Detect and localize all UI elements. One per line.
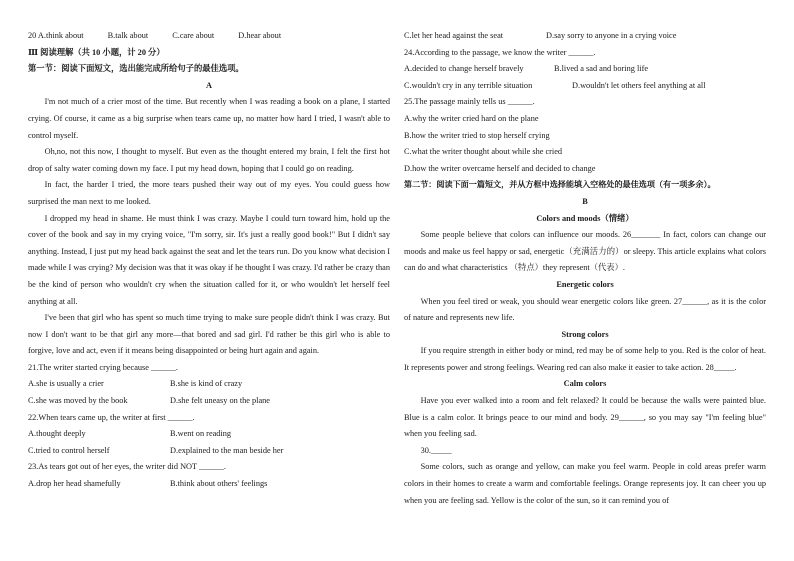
q22-options-row1 xyxy=(28,426,390,443)
q24-option-b: B.lived a sad and boring life xyxy=(554,64,649,74)
q23-option-b: B.think about others' feelings xyxy=(170,479,268,489)
passage-a-paragraph-2: Oh,no, not this now, I thought to myself. But even as the thought entered my brain, I felt the first hot drop of salty water coming down my face. I put my head down, hoping that I could go on reading. xyxy=(28,147,390,173)
q20-option-c: C.care about xyxy=(172,31,215,40)
q30-blank: 30._____ xyxy=(420,445,452,455)
q21-option-b: B.she is kind of crazy xyxy=(170,379,243,389)
paragraph-energetic-colors: When you feel tired or weak, you should wear energetic colors like green. 27______, as it is the color of nature and represents new life. xyxy=(404,296,766,323)
passage-a-label: A xyxy=(206,80,212,90)
q24-option-a: A.decided to change herself bravely xyxy=(404,64,524,74)
q25-option-c: C.what the writer thought about while she cried xyxy=(404,147,563,157)
q24-options-row1 xyxy=(404,61,766,78)
q20-option-a: 20 A.think about xyxy=(28,31,84,40)
passage-b-intro: Some people believe that colors can influence our moods. 26_______ In fact, colors can change our moods and make us feel happy or sad, energetic（充满活力的）or sleepy. This article explains what colors can do and what characteristics （特点）they represent（代表）. xyxy=(404,230,766,273)
heading-strong-colors: Strong colors xyxy=(561,329,609,339)
q23-option-c: C.let her head against the seat xyxy=(404,31,504,40)
paragraph-strong-colors: If you require strength in either body or mind, red may be of some help to you. Red is the color of heat. It represents power and strong feelings. Wearing red can also make it easier to take action. 28_____. xyxy=(404,346,766,372)
q25-option-a: A.why the writer cried hard on the plane xyxy=(404,113,539,123)
q24-options-row2 xyxy=(404,78,766,95)
q25-stem: 25.The passage mainly tells us ______. xyxy=(404,97,535,107)
q25-option-b: B.how the writer tried to stop herself crying xyxy=(404,130,550,140)
part2-title: 第二节：阅读下面一篇短文，并从方框中选择能填入空格处的最佳选项（有一项多余）。 xyxy=(404,180,716,190)
q21-options-row1 xyxy=(28,376,390,393)
q23-stem: 23.As tears got out of her eyes, the writer did NOT ______. xyxy=(28,462,227,472)
q24-option-d: D.wouldn't let others feel anything at all xyxy=(572,80,706,90)
passage-a-paragraph-5: I've been that girl who has spent so much time trying to make sure people didn't think I was crazy. But now I don't want to be that girl any more—that bored and sad girl. I'd rather be this girl who is able to forgive, love and act, even if it means being disappointed or being hurt again and again. xyxy=(28,313,390,356)
q25-option-d: D.how the writer overcame herself and decided to change xyxy=(404,163,596,173)
q22-option-b: B.went on reading xyxy=(170,429,232,439)
q21-option-a: A.she is usually a crier xyxy=(28,379,104,389)
q20-option-d: D.hear about xyxy=(238,31,282,40)
part1-title: 第一节：阅读下面短文，选出能完成所给句子的最佳选项。 xyxy=(28,64,244,74)
q22-stem: 22.When tears came up, the writer at first ______. xyxy=(28,412,195,422)
q23-options-row1 xyxy=(28,476,390,493)
q23-option-d: D.say sorry to anyone in a crying voice xyxy=(546,31,677,40)
q24-stem: 24.According to the passage, we know the writer ______. xyxy=(404,47,596,57)
q21-options-row2 xyxy=(28,393,390,410)
paragraph-warm-colors: Some colors, such as orange and yellow, can make you feel warm. People in cold areas prefer warm colors in their homes to create a warm and comfortable feelings. Orange represents joy. It can cheer you up when you are feeling sad. Yellow is the color of the sun, so it can remind you of xyxy=(404,462,766,505)
heading-energetic-colors: Energetic colors xyxy=(556,279,614,289)
section3-title: Ⅲ 阅读理解（共 10 小题，计 20 分） xyxy=(28,47,165,57)
q22-options-row2 xyxy=(28,443,390,460)
q22-option-a: A.thought deeply xyxy=(28,429,86,439)
q23-options-row2 xyxy=(404,28,766,45)
passage-a-paragraph-3: In fact, the harder I tried, the more tears pushed their way out of my eyes. You could guess how surprised the man next to me looked. xyxy=(28,180,390,206)
q21-option-d: D.she felt uneasy on the plane xyxy=(170,396,270,406)
passage-b-label: B xyxy=(582,196,588,206)
passage-a-paragraph-4: I dropped my head in shame. He must think I was crazy. Maybe I could turn toward him, hold up the cover of the book and say in my crying voice, "I'm sorry, sir. It's just a really good book!" But I didn't say anything. Instead, I just put my head back against the seat and let the tears run. Do you know what decision I made while I was crying? My decision was that it was okay if he thought I was crazy. I'd rather be crazy than be the kind of person who wouldn't cry when the situation called for it, or who wouldn't let herself feel anything at all. xyxy=(28,213,390,306)
q22-option-d: D.explained to the man beside her xyxy=(170,445,284,455)
passage-a-paragraph-1: I'm not much of a crier most of the time. But recently when I was reading a book on a plane, I started crying. Of course, it came as a big surprise when tears came up, no matter how hard I tried, I wasn't able to control myself. xyxy=(28,97,390,140)
heading-calm-colors: Calm colors xyxy=(563,379,607,389)
q20-options xyxy=(28,28,390,45)
q21-option-c: C.she was moved by the book xyxy=(28,396,128,406)
q21-stem: 21.The writer started crying because ______. xyxy=(28,362,178,372)
q20-option-b: B.talk about xyxy=(107,31,149,40)
q22-option-c: C.tried to control herself xyxy=(28,445,110,455)
right-column xyxy=(404,28,766,509)
q23-option-a: A.drop her head shamefully xyxy=(28,479,121,489)
left-column xyxy=(28,28,390,493)
q24-option-c: C.wouldn't cry in any terrible situation xyxy=(404,80,533,90)
passage-b-title: Colors and moods（情绪） xyxy=(536,213,634,223)
paragraph-calm-colors: Have you ever walked into a room and felt relaxed? It could be because the walls were painted blue. Blue is a calm color. It brings peace to our mind and body. 29______, so you may say "I'm feeling blue" when you feeling sad. xyxy=(404,396,766,439)
